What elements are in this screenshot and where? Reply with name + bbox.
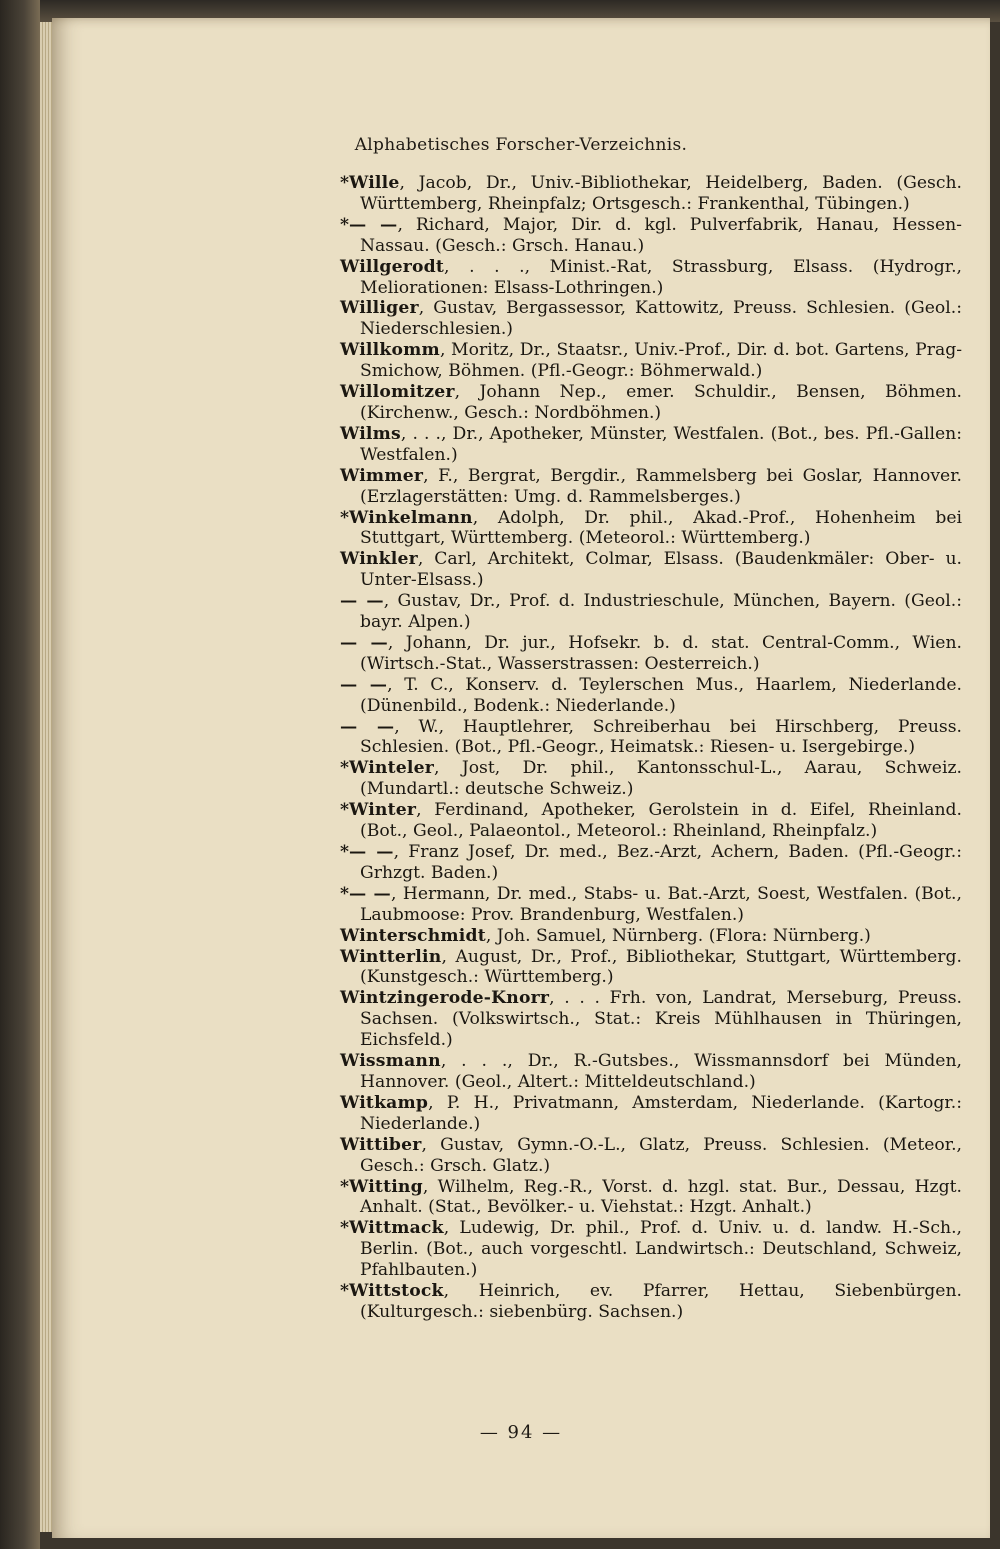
entry: [274, 298, 962, 340]
book-page: [52, 18, 990, 1538]
entry-text: , Johann Nep., emer. Schuldir., Bensen, Böhmen. (Kirchenw., Gesch.: Nordböhmen.): [360, 382, 962, 423]
entry-list: [274, 173, 962, 1323]
entry-name: Willgerodt: [340, 256, 445, 277]
entry: [274, 424, 962, 466]
entry-text: , Adolph, Dr. phil., Akad.-Prof., Hohenheim bei Stuttgart, Württemberg. (Meteorol.: Württemberg.): [360, 507, 962, 549]
running-header: Alphabetisches Forscher-Verzeichnis.: [354, 135, 688, 155]
entry-text: , Franz Josef, Dr. med., Bez.-Arzt, Achern, Baden. (Pfl.-Geogr.: Grhzgt. Baden.): [360, 842, 962, 883]
entry: [274, 675, 962, 717]
entry-name: — —: [349, 214, 398, 235]
entry-name: — —: [340, 591, 384, 612]
entry-text: , Jacob, Dr., Univ.-Bibliothekar, Heidelberg, Baden. (Gesch. Württemberg, Rheinpfalz; Ortsgesch.: Frankenthal, Tübingen.): [360, 173, 962, 214]
entry-text: , Gustav, Bergassessor, Kattowitz, Preuss. Schlesien. (Geol.: Niederschlesien.): [360, 298, 962, 340]
entry-marker: *: [340, 214, 349, 235]
entry-name: — —: [349, 842, 394, 862]
entry-marker: *: [340, 1281, 349, 1302]
entry-text: , F., Bergrat, Bergdir., Rammelsberg bei Goslar, Hannover. (Erzlagerstätten: Umg. d. Rammelsberges.): [360, 465, 962, 507]
book-binding: [0, 0, 40, 1549]
entry: [274, 800, 962, 842]
entry-text: , August, Dr., Prof., Bibliothekar, Stuttgart, Württemberg. (Kunstgesch.: Württemberg.): [360, 946, 962, 988]
entry-marker: *: [340, 758, 349, 779]
entry-name: Wintterlin: [340, 946, 442, 967]
entry: [274, 173, 962, 215]
entry: [274, 947, 962, 989]
entry-name: Willkomm: [340, 340, 440, 361]
entry: [274, 1135, 962, 1177]
entry-marker: *: [340, 1218, 349, 1239]
entry-text: , W., Hauptlehrer, Schreiberhau bei Hirschberg, Preuss. Schlesien. (Bot., Pfl.-Geogr., Heimatsk.: Riesen- u. Isergebirge.): [360, 716, 962, 758]
entry-text: , Hermann, Dr. med., Stabs- u. Bat.-Arzt, Soest, Westfalen. (Bot., Laubmoose: Prov. Brandenburg, Westfalen.): [360, 883, 962, 925]
entry-marker: *: [340, 883, 349, 904]
entry-name: Wilms: [340, 423, 401, 444]
entry: [274, 1218, 962, 1281]
entry-text: , Heinrich, ev. Pfarrer, Hettau, Siebenbürgen. (Kulturgesch.: siebenbürg. Sachsen.): [360, 1281, 962, 1322]
entry: [274, 884, 962, 926]
entry-name: Witting: [349, 1176, 423, 1197]
entry-text: , Gustav, Dr., Prof. d. Industrieschule, München, Bayern. (Geol.: bayr. Alpen.): [360, 591, 962, 633]
entry-text: , Ludewig, Dr. phil., Prof. d. Univ. u. d. landw. H.-Sch., Berlin. (Bot., auch vorgeschtl. Landwirtsch.: Deutschland, Schweiz, Pfahlbauten.): [360, 1218, 962, 1281]
entry: [274, 1281, 962, 1323]
entry: [274, 1051, 962, 1093]
entry: [274, 926, 962, 947]
entry: [274, 633, 962, 675]
entry-name: Winteler: [349, 758, 435, 779]
entry-name: Wittiber: [340, 1134, 422, 1155]
entry-text: , . . ., Dr., R.-Gutsbes., Wissmannsdorf bei Münden, Hannover. (Geol., Altert.: Mitteldeutschland.): [360, 1051, 962, 1092]
page-number: — 94 —: [479, 1422, 563, 1443]
entry-name: — —: [349, 883, 391, 904]
entry-name: Wissmann: [340, 1051, 441, 1072]
entry: [274, 988, 962, 1051]
entry: [274, 549, 962, 591]
entry-text: , Johann, Dr. jur., Hofsekr. b. d. stat. Central-Comm., Wien. (Wirtsch.-Stat., Wasserstrassen: Oesterreich.): [360, 632, 962, 674]
entry-name: Willomitzer: [340, 382, 455, 403]
entry-name: Wittstock: [349, 1281, 444, 1302]
entry-text: , . . ., Dr., Apotheker, Münster, Westfalen. (Bot., bes. Pfl.-Gallen: Westfalen.): [360, 423, 962, 465]
entry-text: , Richard, Major, Dir. d. kgl. Pulverfabrik, Hanau, Hessen-Nassau. (Gesch.: Grsch. Hanau.): [360, 214, 962, 256]
entry: [274, 717, 962, 759]
entry-text: , Wilhelm, Reg.-R., Vorst. d. hzgl. stat. Bur., Dessau, Hzgt. Anhalt. (Stat., Bevölker.- u. Viehstat.: Hzgt. Anhalt.): [360, 1176, 962, 1218]
entry: [274, 466, 962, 508]
entry-name: — —: [340, 716, 395, 737]
entry-name: Witkamp: [340, 1092, 429, 1113]
entry-text: , . . . Frh. von, Landrat, Merseburg, Preuss. Sachsen. (Volkswirtsch., Stat.: Kreis Mühlhausen in Thüringen, Eichsfeld.): [360, 988, 962, 1051]
entry-text: , Jost, Dr. phil., Kantonsschul-L., Aarau, Schweiz. (Mundartl.: deutsche Schweiz.): [360, 758, 962, 800]
entry-text: , T. C., Konserv. d. Teylerschen Mus., Haarlem, Niederlande. (Dünenbild., Bodenk.: Niederlande.): [360, 674, 962, 716]
entry-name: Wintzingerode-Knorr: [340, 988, 550, 1009]
entry-name: — —: [340, 674, 388, 695]
entry: [274, 257, 962, 299]
entry: [274, 1093, 962, 1135]
entry-marker: *: [340, 800, 349, 821]
entry-marker: *: [340, 173, 349, 193]
entry: [274, 382, 962, 424]
entry-text: , Joh. Samuel, Nürnberg. (Flora: Nürnberg.): [485, 925, 871, 946]
entry-text: , Gustav, Gymn.-O.-L., Glatz, Preuss. Schlesien. (Meteor., Gesch.: Grsch. Glatz.): [360, 1134, 962, 1176]
entry-name: Winter: [349, 800, 417, 821]
entry-text: , Carl, Architekt, Colmar, Elsass. (Baudenkmäler: Ober- u. Unter-Elsass.): [360, 549, 962, 591]
entry: [274, 591, 962, 633]
entry-name: Wille: [349, 173, 400, 193]
entry: [274, 215, 962, 257]
entry-marker: *: [340, 507, 349, 528]
entry-name: Williger: [340, 298, 419, 319]
entry-marker: *: [340, 1176, 349, 1197]
entry-text: , Moritz, Dr., Staatsr., Univ.-Prof., Dir. d. bot. Gartens, Prag-Smichow, Böhmen. (Pfl.-Geogr.: Böhmerwald.): [360, 340, 962, 382]
entry: [274, 1177, 962, 1219]
entry: [274, 508, 962, 550]
entry-name: Winkelmann: [349, 507, 473, 528]
entry-marker: *: [340, 842, 349, 862]
entry-text: , P. H., Privatmann, Amsterdam, Niederlande. (Kartogr.: Niederlande.): [360, 1092, 962, 1134]
entry-name: — —: [340, 632, 388, 653]
entry-name: Winkler: [340, 549, 418, 570]
entry: [274, 758, 962, 800]
entry: [274, 340, 962, 382]
entry-text: , . . ., Minist.-Rat, Strassburg, Elsass. (Hydrogr., Meliorationen: Elsass-Lothringen.): [360, 256, 962, 298]
entry-name: Winterschmidt: [340, 925, 486, 946]
entry-name: Wimmer: [340, 465, 424, 486]
entry: [274, 842, 962, 884]
entry-text: , Ferdinand, Apotheker, Gerolstein in d. Eifel, Rheinland. (Bot., Geol., Palaeontol., Meteorol.: Rheinland, Rheinpfalz.): [360, 800, 962, 842]
entry-name: Wittmack: [349, 1218, 444, 1239]
